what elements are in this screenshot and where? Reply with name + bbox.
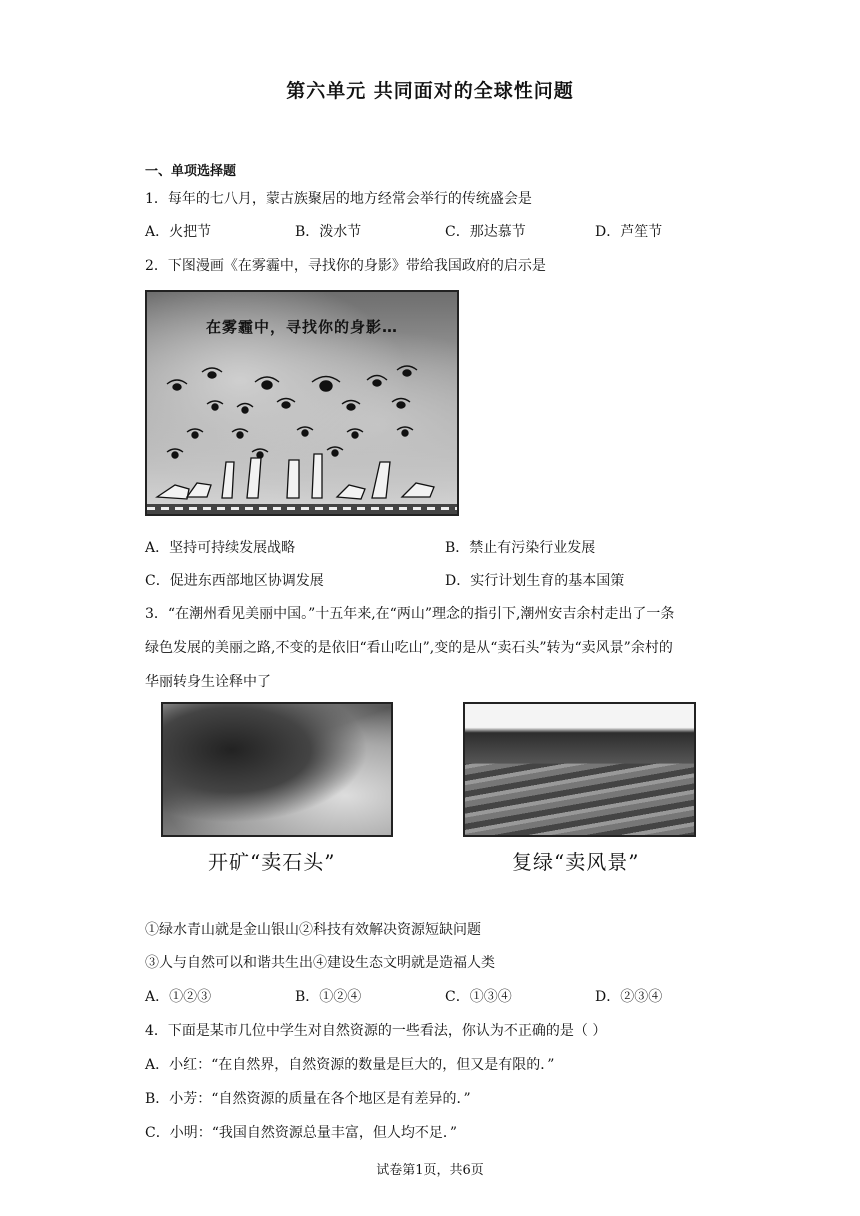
q3-option-b: B．①②④ bbox=[295, 989, 362, 1005]
question-3-stem-line-2: 绿色发展的美丽之路,不变的是依旧“看山吃山”,变的是从“卖石头”转为“卖风景”余村的 bbox=[145, 640, 673, 656]
q1-option-b: B．泼水节 bbox=[295, 224, 362, 240]
mining-photo-caption: 开矿“卖石头” bbox=[208, 850, 336, 874]
q3-option-c: C．①③④ bbox=[445, 989, 512, 1005]
reforested-valley-photo bbox=[463, 702, 696, 837]
question-3-stem-line-1: 3．“在潮州看见美丽中国。”十五年来,在“两山”理念的指引下,潮州安吉余村走出了一条 bbox=[145, 606, 675, 622]
q2-option-d: D．实行计划生育的基本国策 bbox=[445, 573, 625, 589]
q1-option-d: D．芦笙节 bbox=[595, 224, 663, 240]
smog-cartoon-image bbox=[145, 290, 459, 516]
q4-option-a: A．小红：“在自然界，自然资源的数量是巨大的，但又是有限的．” bbox=[145, 1057, 555, 1073]
q3-option-a: A．①②③ bbox=[145, 989, 212, 1005]
question-3-stem-line-3: 华丽转身生诠释中了 bbox=[145, 674, 271, 690]
question-4-stem: 4．下面是某市几位中学生对自然资源的一些看法，你认为不正确的是（ ） bbox=[145, 1023, 607, 1039]
mining-photo bbox=[161, 702, 393, 837]
cartoon-eyes-illustration bbox=[147, 292, 457, 514]
q2-option-c: C．促进东西部地区协调发展 bbox=[145, 573, 324, 589]
q4-option-c: C．小明：“我国自然资源总量丰富，但人均不足．” bbox=[145, 1125, 458, 1141]
section-heading: 一、单项选择题 bbox=[145, 164, 237, 179]
q3-option-d: D．②③④ bbox=[595, 989, 663, 1005]
q2-option-b: B．禁止有污染行业发展 bbox=[445, 540, 596, 556]
reforested-photo-caption: 复绿“卖风景” bbox=[512, 850, 640, 874]
question-1-stem: 1．每年的七八月，蒙古族聚居的地方经常会举行的传统盛会是 bbox=[145, 191, 532, 207]
q2-option-a: A．坚持可持续发展战略 bbox=[145, 540, 296, 556]
cartoon-caption: 在雾霾中，寻找你的身影… bbox=[205, 318, 398, 336]
question-2-stem: 2．下图漫画《在雾霾中，寻找你的身影》带给我国政府的启示是 bbox=[145, 258, 546, 274]
q3-statement-2: ③人与自然可以和谐共生出④建设生态文明就是造福人类 bbox=[145, 955, 495, 971]
page-footer: 试卷第1页，共6页 bbox=[376, 1163, 484, 1178]
q1-option-c: C．那达慕节 bbox=[445, 224, 526, 240]
q1-option-a: A．火把节 bbox=[145, 224, 212, 240]
q3-statement-1: ①绿水青山就是金山银山②科技有效解决资源短缺问题 bbox=[145, 922, 481, 938]
q4-option-b: B．小芳：“自然资源的质量在各个地区是有差异的．” bbox=[145, 1091, 471, 1107]
cartoon-ground-stripe bbox=[147, 504, 457, 514]
page-title: 第六单元 共同面对的全球性问题 bbox=[286, 80, 574, 102]
